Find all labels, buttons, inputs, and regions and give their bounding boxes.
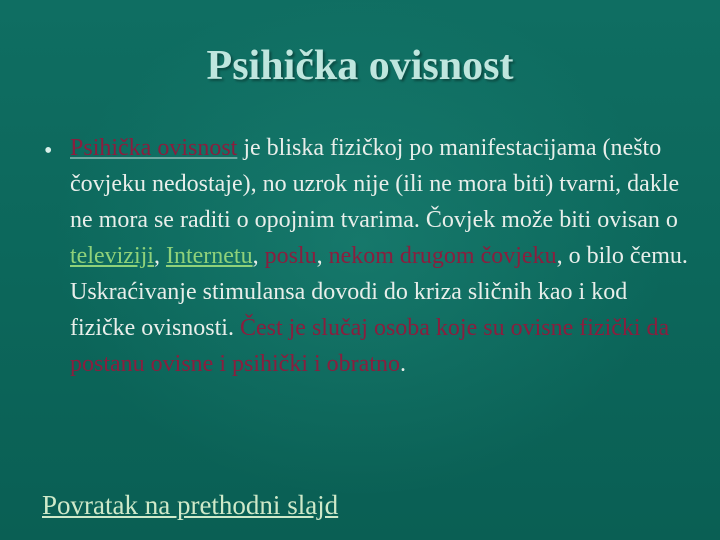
link-internetu[interactable]: Internetu <box>165 243 253 269</box>
bullet-marker: • <box>44 138 53 164</box>
slide-body <box>70 130 698 382</box>
emphasis-term: Psihička ovisnost <box>70 135 238 161</box>
text-segment: je bliska fizičkoj po manifestacijama (nešto čovjeku nedostaje), no uzrok nije (ili ne mora biti) tvarni, dakle ne mora se raditi o opojnim tvarima. Čovjek može biti ovisan o <box>70 135 680 233</box>
slide-title: Psihička ovisnost <box>206 43 514 89</box>
text-segment: , o bilo čemu. Uskraćivanje stimulansa dovodi do kriza sličnih kao i kod fizičke ovisnosti. <box>70 243 688 341</box>
emphasis-tail: Čest je slučaj osoba koje su ovisne fizički da postanu ovisne i psihički i obratno <box>70 315 670 377</box>
text-segment: . <box>399 351 406 377</box>
paragraph <box>70 130 698 382</box>
back-link[interactable]: Povratak na prethodni slajd <box>42 490 339 520</box>
text-segment: , <box>252 243 265 269</box>
emphasis-poslu: poslu <box>264 243 317 269</box>
link-televiziji[interactable]: televiziji <box>70 243 154 269</box>
text-segment: , <box>153 243 166 269</box>
emphasis-covjek: nekom drugom čovjeku <box>328 243 557 269</box>
text-segment: , <box>316 243 329 269</box>
